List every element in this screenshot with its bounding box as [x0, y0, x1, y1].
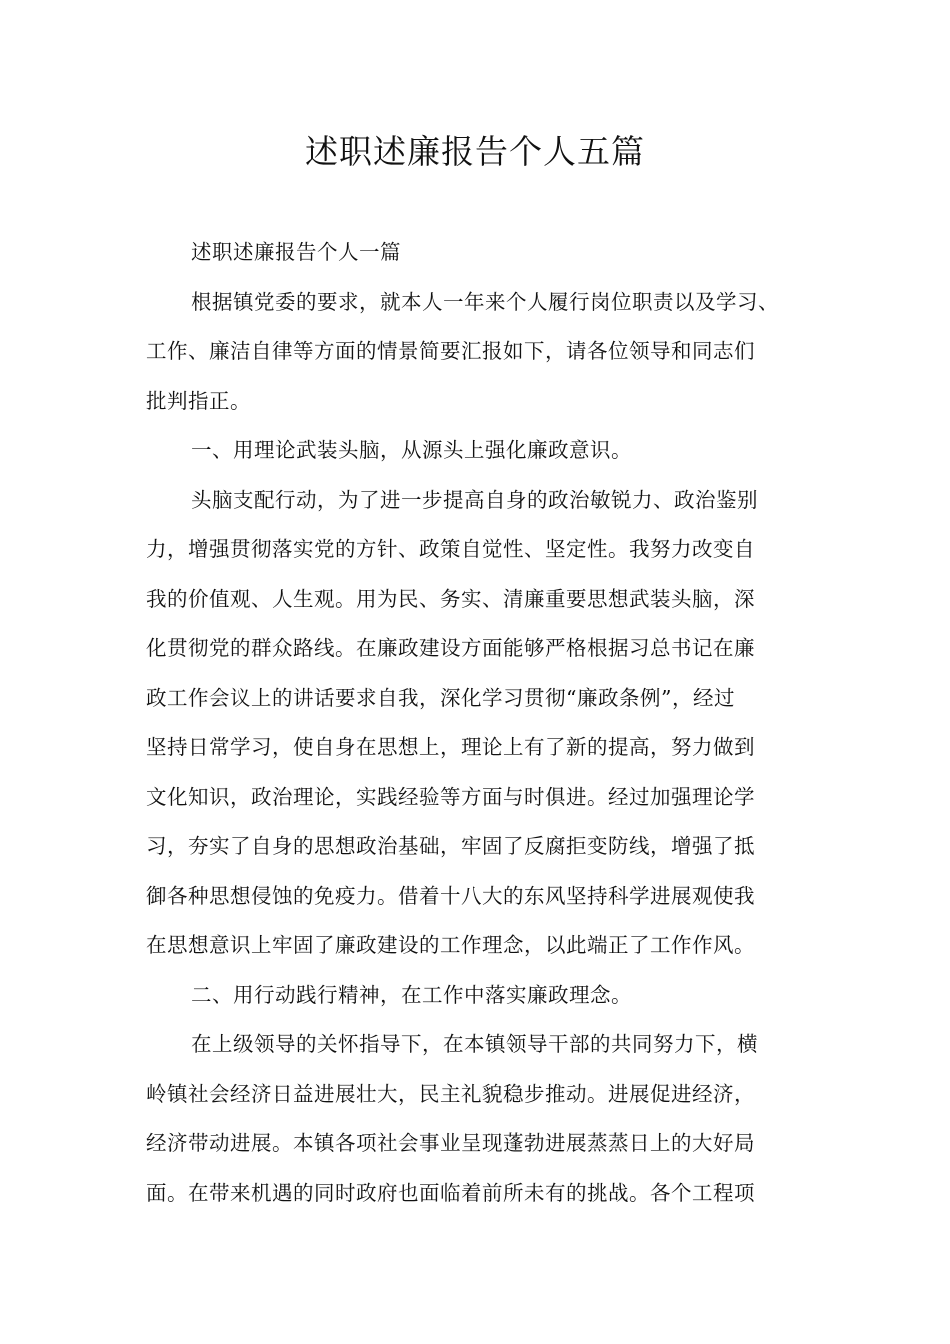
body-line: 述职述廉报告个人一篇 — [191, 240, 401, 264]
body-line: 习，夯实了自身的思想政治基础，牢固了反腐拒变防线，增强了抵 — [146, 834, 755, 858]
body-line: 坚持日常学习，使自身在思想上，理论上有了新的提高，努力做到 — [146, 735, 755, 759]
body-line: 二、用行动践行精神，在工作中落实廉政理念。 — [191, 982, 632, 1007]
body-line: 御各种思想侵蚀的免疫力。借着十八大的东风坚持科学进展观使我 — [146, 883, 755, 908]
body-line: 在思想意识上牢固了廉政建设的工作理念，以此端正了工作作风。 — [146, 933, 755, 957]
document-body — [146, 228, 806, 1218]
body-line: 批判指正。 — [146, 388, 251, 413]
body-line: 经济带动进展。本镇各项社会事业呈现蓬勃进展蒸蒸日上的大好局 — [146, 1131, 755, 1155]
body-line: 一、用理论武装头脑，从源头上强化廉政意识。 — [191, 438, 632, 462]
body-line: 在上级领导的关怀指导下，在本镇领导干部的共同努力下，横 — [191, 1032, 758, 1056]
body-line: 工作、廉洁自律等方面的情景简要汇报如下，请各位领导和同志们 — [146, 339, 755, 363]
body-line: 力，增强贯彻落实党的方针、政策自觉性、坚定性。我努力改变自 — [146, 537, 755, 561]
body-line: 面。在带来机遇的同时政府也面临着前所未有的挑战。各个工程项 — [146, 1180, 755, 1205]
document-title: 述职述廉报告个人五篇 — [305, 132, 645, 171]
body-line: 岭镇社会经济日益进展壮大，民主礼貌稳步推动。进展促进经济， — [146, 1081, 755, 1106]
body-line: 头脑支配行动，为了进一步提高自身的政治敏锐力、政治鉴别 — [191, 487, 758, 512]
body-line: 文化知识，政治理论，实践经验等方面与时俱进。经过加强理论学 — [146, 784, 755, 809]
body-line: 根据镇党委的要求，就本人一年来个人履行岗位职责以及学习、 — [191, 289, 779, 314]
body-line: 我的价值观、人生观。用为民、务实、清廉重要思想武装头脑，深 — [146, 586, 755, 611]
body-line: 政工作会议上的讲话要求自我，深化学习贯彻“廉政条例”，经过 — [146, 685, 735, 710]
body-line: 化贯彻党的群众路线。在廉政建设方面能够严格根据习总书记在廉 — [146, 636, 755, 660]
